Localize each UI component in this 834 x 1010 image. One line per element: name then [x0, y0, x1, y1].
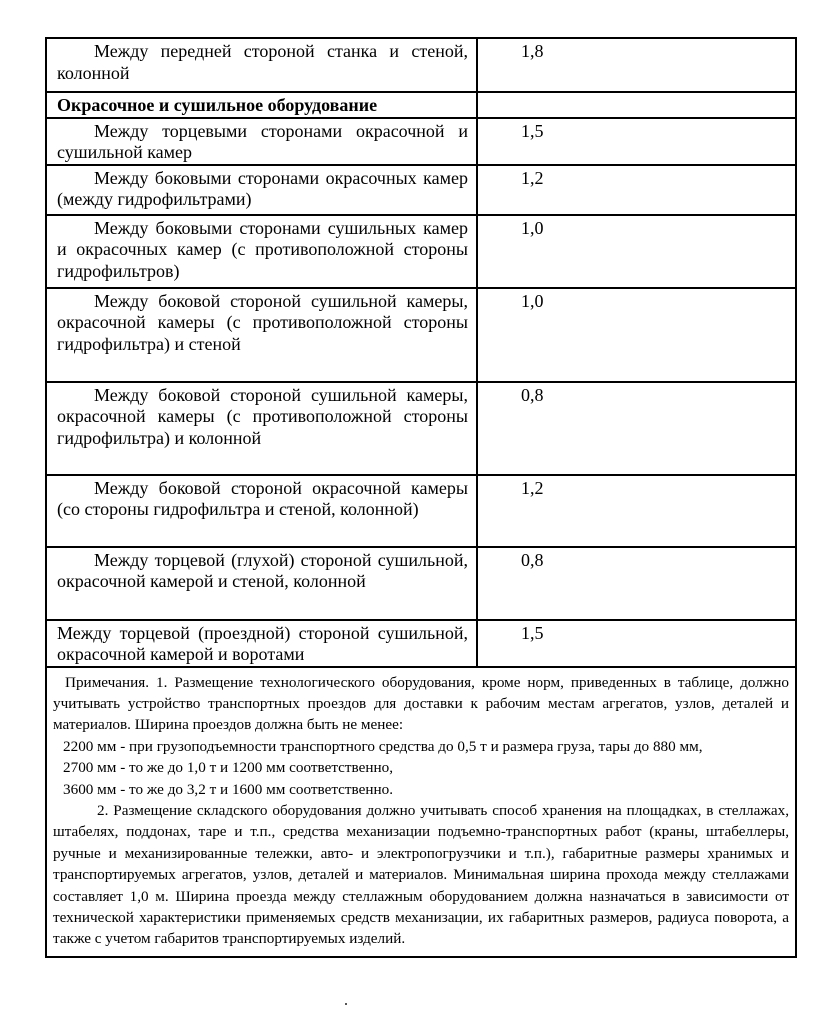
description-text: Между передней стороной станка и стеной, колонной: [57, 41, 468, 83]
row-description: [46, 288, 477, 382]
note-paragraph: Примечания. 1. Размещение технологического оборудования, кроме норм, приведенных в таблице, должно учитывать устройство транспортных проездов для доставки к рабочим местам агрегатов, узлов, деталей и материалов. Ширина проездов должна быть не менее:: [53, 673, 789, 734]
table-row: [46, 118, 796, 165]
description-text: Между боковой стороной окрасочной камеры (со стороны гидрофильтра и стеной, колонной): [57, 477, 468, 519]
section-heading-text: Окрасочное и сушильное оборудование: [57, 95, 378, 115]
table-row: [46, 165, 796, 215]
scan-speck: [345, 1003, 347, 1005]
note-paragraph: 2. Размещение складского оборудования должно учитывать способ хранения на площадках, в стеллажах, штабелях, поддонах, таре и т.п., средства механизации подъемно-транспортных работ (краны, штабеллеры, ручные и механизированные тележки, авто- и электропогрузчики и т.п.), габаритные размеры хранимых и транспортируемых агрегатов, узлов, деталей и материалов. Минимальная ширина прохода между стеллажами составляет 1,0 м. Ширина проезда между стеллажным оборудованием должна назначаться в зависимости от технической характеристики применяемых средств механизации, их габаритных размеров, радиуса поворота, а также с учетом габаритов транспортируемых изделий.: [53, 801, 789, 948]
row-description: [46, 547, 477, 620]
row-value: 1,5: [477, 620, 796, 667]
row-description: [46, 475, 477, 547]
table-row: [46, 620, 796, 667]
row-value: 1,0: [477, 288, 796, 382]
row-description: [46, 38, 477, 92]
document-page: [45, 37, 797, 958]
description-text: Между боковыми сторонами сушильных камер и окрасочных камер (с противоположной стороны гидрофильтров): [57, 217, 468, 281]
row-description: [46, 382, 477, 475]
row-value: 0,8: [477, 547, 796, 620]
table-row: [46, 38, 796, 92]
row-value: [477, 92, 796, 118]
section-heading: [46, 92, 477, 118]
row-value: 1,0: [477, 215, 796, 288]
table-row: [46, 215, 796, 288]
description-text: Между боковой стороной сушильной камеры, окрасочной камеры (с противоположной стороны гидрофильтра) и стеной: [57, 290, 468, 354]
note-paragraph: 2700 мм - то же до 1,0 т и 1200 мм соответственно,: [63, 759, 394, 777]
description-text: Между боковой стороной сушильной камеры, окрасочной камеры (с противоположной стороны гидрофильтра) и колонной: [57, 384, 468, 448]
description-text: Между боковыми сторонами окрасочных камер (между гидрофильтрами): [57, 167, 468, 209]
row-description: [46, 215, 477, 288]
description-text: Между торцевой (проездной) стороной сушильной, окрасочной камерой и воротами: [57, 622, 468, 664]
row-value: 1,2: [477, 165, 796, 215]
row-value: 1,5: [477, 118, 796, 165]
row-description: [46, 118, 477, 165]
row-value: 1,2: [477, 475, 796, 547]
table-row: [46, 547, 796, 620]
row-description: [46, 165, 477, 215]
table-row: [46, 382, 796, 475]
note-paragraph: 2200 мм - при грузоподъемности транспортного средства до 0,5 т и размера груза, тары до 880 мм,: [63, 737, 703, 755]
table-row: [46, 288, 796, 382]
table-notes: [45, 668, 797, 958]
note-paragraph: 3600 мм - то же до 3,2 т и 1600 мм соответственно.: [63, 780, 394, 798]
table-row: [46, 475, 796, 547]
description-text: Между торцевыми сторонами окрасочной и сушильной камер: [57, 120, 468, 162]
section-row: [46, 92, 796, 118]
description-text: Между торцевой (глухой) стороной сушильной, окрасочной камерой и стеной, колонной: [57, 549, 468, 591]
row-value: 0,8: [477, 382, 796, 475]
row-description: [46, 620, 477, 667]
clearance-table: [45, 37, 797, 668]
row-value: 1,8: [477, 38, 796, 92]
